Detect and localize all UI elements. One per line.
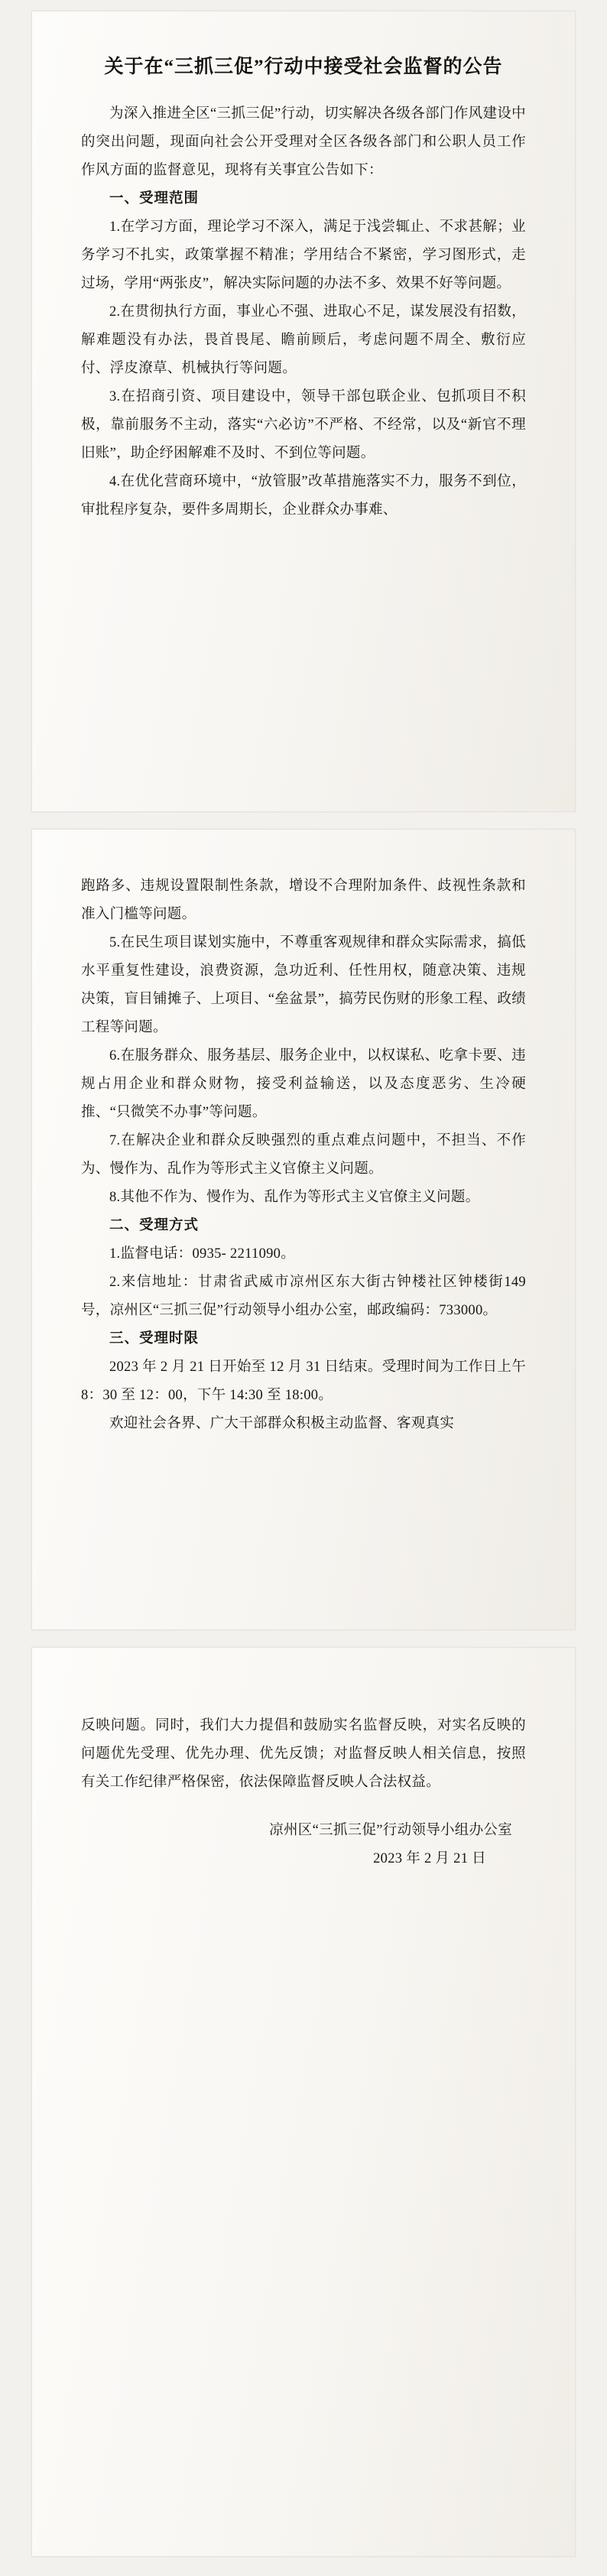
paragraph: 4.在优化营商环境中，“放管服”改革措施落实不力，服务不到位，审批程序复杂，要件多周期长，企业群众办事难、 (81, 474, 526, 518)
section-heading-scope: 一、受理范围 (109, 191, 200, 206)
paragraph: 6.在服务群众、服务基层、服务企业中，以权谋私、吃拿卡要、违规占用企业和群众财物，接受利益输送，以及态度恶劣、生冷硬推、“只微笑不办事”等问题。 (81, 1048, 526, 1120)
scanned-sheet-1 (31, 11, 576, 812)
paragraph: 1.在学习方面，理论学习不深入，满足于浅尝辄止、不求甚解；业务学习不扎实，政策掌握不精准；学用结合不紧密，学习图形式，走过场，学用“两张皮”，解决实际问题的办法不多、效果不好等问题。 (81, 219, 526, 291)
paragraph: 7.在解决企业和群众反映强烈的重点难点问题中，不担当、不作为、慢作为、乱作为等形式主义官僚主义问题。 (81, 1133, 526, 1177)
supervision-phone: 1.监督电话：0935- 2211090。 (109, 1246, 296, 1262)
paragraph: 为深入推进全区“三抓三促”行动，切实解决各级各部门作风建设中的突出问题，现面向社会公开受理对全区各级各部门和公职人员工作作风方面的监督意见，现将有关事宜公告如下： (81, 106, 526, 178)
acceptance-period: 2023 年 2 月 21 日开始至 12 月 31 日结束。受理时间为工作日上午 8：30 至 12：00，下午 14:30 至 18:00。 (81, 1359, 526, 1403)
paragraph: 反映问题。同时，我们大力提倡和鼓励实名监督反映，对实名反映的问题优先受理、优先办理、优先反馈；对监督反映人相关信息，按照有关工作纪律严格保密，依法保障监督反映人合法权益。 (81, 1718, 526, 1790)
issue-date: 2023 年 2 月 21 日 (373, 1851, 486, 1866)
paragraph: 3.在招商引资、项目建设中，领导干部包联企业、包抓项目不积极，靠前服务不主动，落实“六必访”不严格、不经常，以及“新官不理旧账”，助企纾困解难不及时、不到位等问题。 (81, 389, 526, 461)
paragraph: 5.在民生项目谋划实施中，不尊重客观规律和群众实际需求，搞低水平重复性建设，浪费资源，急功近利、任性用权，随意决策、违规决策，盲目铺摊子、上项目、“垒盆景”，搞劳民伤财的形象工程、政绩工程等问题。 (81, 935, 526, 1035)
section-heading-deadline: 三、受理时限 (109, 1331, 200, 1346)
paragraph: 2.在贯彻执行方面，事业心不强、进取心不足，谋发展没有招数，解难题没有办法，畏首畏尾、瞻前顾后，考虑问题不周全、敷衍应付、浮皮潦草、机械执行等问题。 (81, 304, 526, 376)
document-page (0, 11, 607, 2557)
paragraph: 欢迎社会各界、广大干部群众积极主动监督、客观真实 (109, 1416, 455, 1431)
scanned-sheet-2 (31, 829, 576, 1630)
mailing-address: 2.来信地址：甘肃省武威市凉州区东大街古钟楼社区钟楼街149号，凉州区“三抓三促”行动领导小组办公室，邮政编码：733000。 (81, 1275, 526, 1318)
scanned-sheet-3 (31, 1647, 576, 2557)
issuing-office: 凉州区“三抓三促”行动领导小组办公室 (269, 1823, 512, 1838)
page-title: 关于在“三抓三促”行动中接受社会监督的公告 (104, 57, 503, 77)
section-heading-method: 二、受理方式 (109, 1218, 200, 1233)
paragraph: 跑路多、违规设置限制性条款，增设不合理附加条件、歧视性条款和准入门槛等问题。 (81, 879, 526, 922)
paragraph: 8.其他不作为、慢作为、乱作为等形式主义官僚主义问题。 (109, 1190, 480, 1205)
